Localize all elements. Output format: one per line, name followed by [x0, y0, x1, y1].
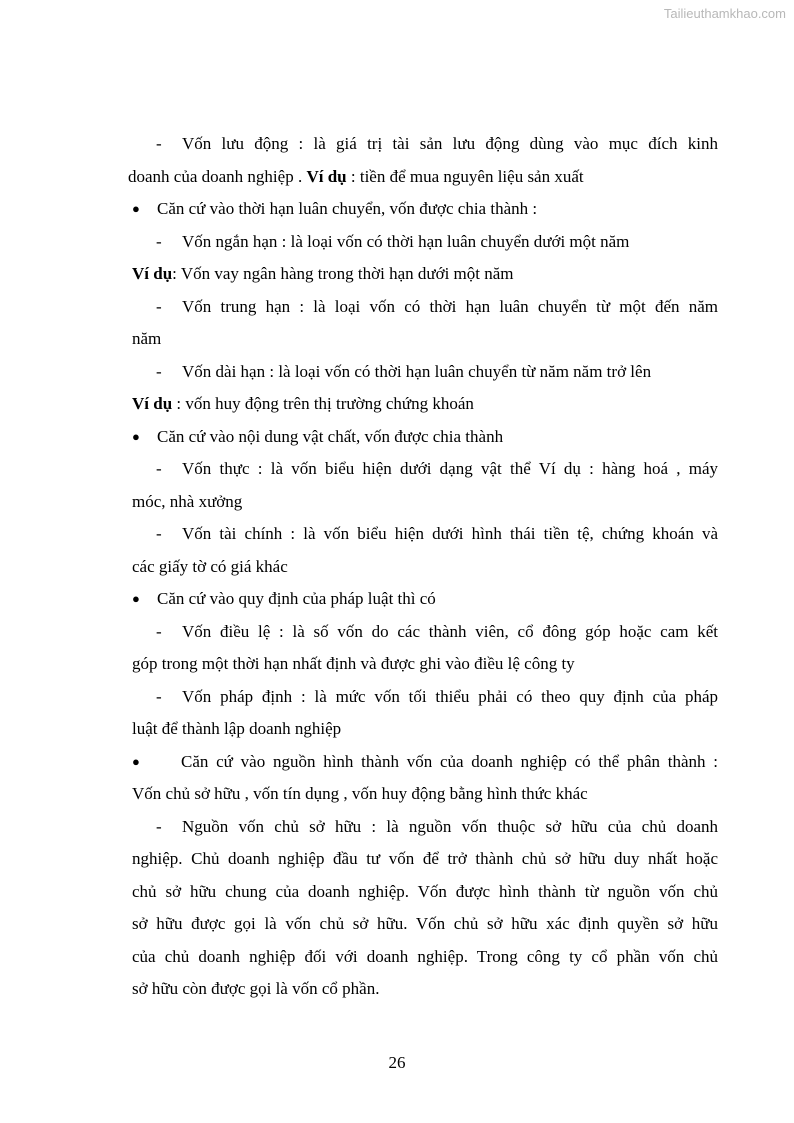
- item-text: Vốn trung hạn : là loại vốn có thời hạn luân chuyển từ một đến năm: [182, 296, 718, 316]
- item-text: các giấy tờ có giá khác: [132, 556, 288, 576]
- list-item: [132, 811, 718, 844]
- example-label: Ví dụ: [132, 264, 173, 283]
- list-item-continuation: [132, 876, 718, 909]
- page-number: 26: [388, 1053, 406, 1072]
- list-item: [132, 616, 718, 649]
- list-item: [132, 518, 718, 551]
- list-item-continuation: [132, 778, 718, 811]
- dash-marker: -: [156, 524, 162, 543]
- item-text: Căn cứ vào thời hạn luân chuyển, vốn được chia thành :: [157, 199, 538, 218]
- item-text: năm: [132, 329, 162, 348]
- dash-marker: -: [156, 816, 162, 836]
- bullet-item: [132, 421, 718, 454]
- list-item: [132, 356, 718, 389]
- list-item: [132, 291, 718, 324]
- bullet-icon: ●: [132, 591, 140, 606]
- item-text: móc, nhà xưởng: [132, 491, 243, 511]
- dash-marker: -: [156, 134, 162, 153]
- list-item-continuation: [128, 161, 718, 194]
- bullet-item: [132, 583, 718, 616]
- list-item-continuation: [132, 908, 718, 941]
- page-body: [128, 128, 718, 1006]
- list-item: [132, 226, 718, 259]
- item-text: Vốn ngắn hạn : là loại vốn có thời hạn luân chuyển dưới một năm: [182, 231, 630, 251]
- item-text: : vốn huy động trên thị trường chứng khoán: [172, 394, 474, 413]
- example-line: [132, 258, 718, 291]
- item-text: Vốn dài hạn : là loại vốn có thời hạn luân chuyển từ năm năm trở lên: [182, 361, 652, 381]
- dash-marker: -: [156, 296, 162, 316]
- bullet-item: [132, 193, 718, 226]
- item-text: chủ sở hữu chung của doanh nghiệp. Vốn được hình thành từ nguồn vốn chủ: [132, 881, 718, 901]
- list-item-continuation: [132, 648, 718, 681]
- list-item-continuation: [132, 551, 718, 584]
- item-text: Vốn lưu động : là giá trị tài sản lưu động dùng vào mục đích kinh: [182, 134, 718, 153]
- dash-marker: -: [156, 361, 162, 381]
- watermark: Tailieuthamkhao.com: [663, 6, 786, 21]
- dash-marker: -: [156, 686, 162, 706]
- item-text: : tiền để mua nguyên liệu sản xuất: [346, 166, 584, 186]
- item-text: Vốn tài chính : là vốn biểu hiện dưới hình thái tiền tệ, chứng khoán và: [182, 524, 718, 543]
- item-text: Nguồn vốn chủ sở hữu : là nguồn vốn thuộc sở hữu của chủ doanh: [182, 816, 718, 836]
- list-item-continuation: [132, 973, 718, 1006]
- item-text: Căn cứ vào nguồn hình thành vốn của doanh nghiệp có thể phân thành :: [181, 751, 718, 771]
- list-item-continuation: [132, 941, 718, 974]
- bullet-item: [132, 746, 718, 779]
- item-text: sở hữu được gọi là vốn chủ sở hữu. Vốn chủ sở hữu xác định quyền sở hữu: [132, 914, 718, 933]
- dash-marker: -: [156, 621, 162, 641]
- example-label: Ví dụ: [132, 394, 173, 413]
- bullet-icon: ●: [132, 428, 140, 444]
- item-text: Vốn chủ sở hữu , vốn tín dụng , vốn huy động bằng hình thức khác: [132, 784, 588, 803]
- list-item-continuation: [132, 843, 718, 876]
- item-text: nghiệp. Chủ doanh nghiệp đầu tư vốn để trở thành chủ sở hữu duy nhất hoặc: [132, 849, 718, 868]
- bullet-icon: ●: [132, 753, 140, 769]
- example-line: [132, 388, 718, 421]
- list-item: [132, 453, 718, 486]
- bullet-icon: ●: [132, 201, 140, 216]
- list-item-continuation: [132, 713, 718, 746]
- item-text: góp trong một thời hạn nhất định và được ghi vào điều lệ công ty: [132, 654, 575, 673]
- item-text: Căn cứ vào nội dung vật chất, vốn được chia thành: [157, 426, 504, 446]
- item-text: Vốn thực : là vốn biểu hiện dưới dạng vật thể Ví dụ : hàng hoá , máy: [182, 459, 718, 478]
- list-item-continuation: [132, 323, 718, 356]
- list-item-continuation: [132, 486, 718, 519]
- item-text: : Vốn vay ngân hàng trong thời hạn dưới một năm: [172, 264, 514, 283]
- item-text: của chủ doanh nghiệp đối với doanh nghiệp. Trong công ty cổ phần vốn chủ: [132, 946, 718, 966]
- example-label: Ví dụ: [306, 166, 347, 186]
- item-text: Căn cứ vào quy định của pháp luật thì có: [157, 589, 436, 608]
- dash-marker: -: [156, 459, 162, 478]
- item-text: Vốn điều lệ : là số vốn do các thành viên, cổ đông góp hoặc cam kết: [182, 621, 718, 641]
- list-item: [132, 681, 718, 714]
- list-item: [132, 128, 718, 161]
- item-text: doanh của doanh nghiệp .: [128, 166, 307, 186]
- item-text: luật để thành lập doanh nghiệp: [132, 719, 342, 738]
- item-text: sở hữu còn được gọi là vốn cổ phần.: [132, 979, 380, 998]
- dash-marker: -: [156, 231, 162, 251]
- item-text: Vốn pháp định : là mức vốn tối thiểu phải có theo quy định của pháp: [182, 686, 718, 706]
